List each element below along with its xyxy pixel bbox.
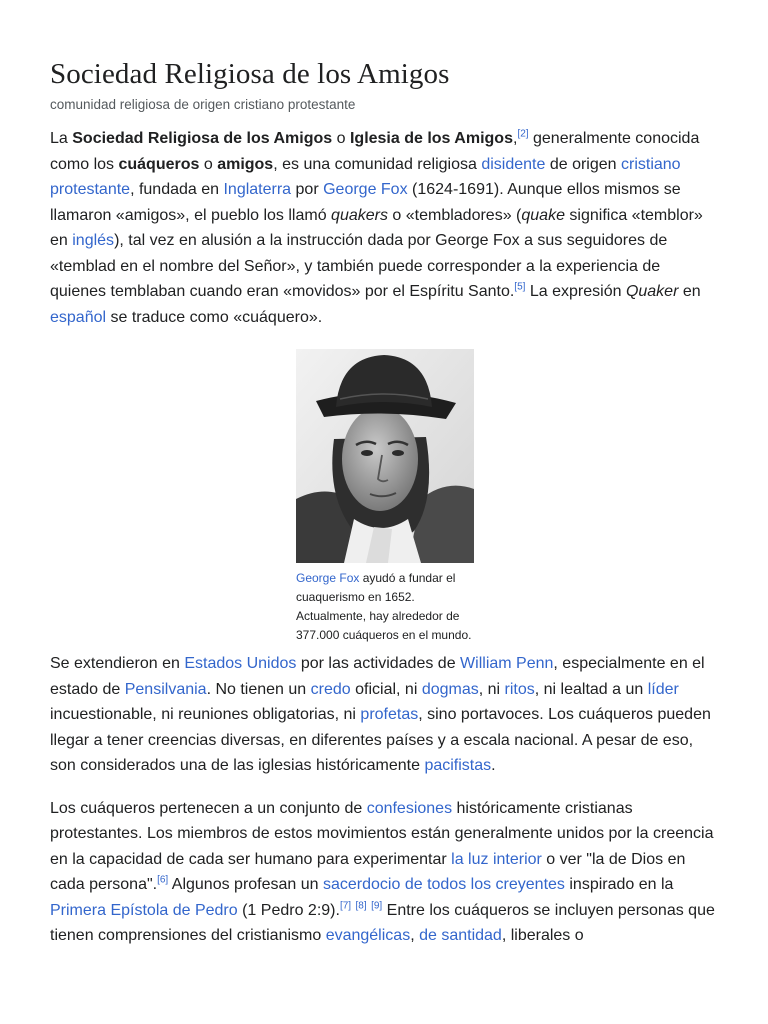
intro-paragraph — [50, 126, 720, 330]
caption-text: ayudó a fundar el cuaquerismo en 1652. Actualmente, hay alrededor de 377.000 cuáqueros en el mundo. — [296, 571, 472, 642]
text-run: , liberales o — [501, 927, 584, 944]
text-run: , — [410, 927, 420, 944]
italic-term: quake — [521, 206, 565, 224]
text-run: , ni — [478, 680, 505, 698]
article-content — [50, 0, 720, 949]
text-run: . No tienen un — [206, 680, 311, 698]
bold-term-cuaqueros: cuáqueros — [118, 155, 200, 173]
italic-term: Quaker — [625, 283, 679, 300]
figure-caption — [296, 569, 474, 645]
link-disidente[interactable]: disidente — [481, 155, 546, 173]
text-run: generalmente conocida como los — [50, 130, 700, 173]
link-george-fox[interactable]: George Fox — [323, 181, 408, 198]
figure-george-fox — [296, 349, 474, 645]
caption-link-george-fox[interactable]: George Fox — [296, 571, 360, 585]
page-subtitle: comunidad religiosa de origen cristiano protestante — [50, 97, 356, 112]
bold-term-amigos: amigos — [217, 155, 274, 173]
link-de-santidad[interactable]: de santidad — [419, 927, 502, 944]
text-run: por las actividades de — [296, 655, 461, 672]
confessions-paragraph — [50, 796, 720, 949]
link-sacerdocio[interactable]: sacerdocio de todos los creyentes — [323, 876, 565, 893]
george-fox-portrait-image[interactable] — [296, 349, 474, 563]
italic-term: quakers — [331, 206, 388, 224]
reference-link-6[interactable]: [6] — [157, 874, 169, 886]
text-run: inspirado en la — [564, 876, 674, 893]
text-run: La — [50, 130, 73, 147]
link-ingles[interactable]: inglés — [72, 232, 115, 249]
text-run: oficial, ni — [350, 680, 422, 698]
link-profetas[interactable]: profetas — [360, 706, 419, 723]
link-pensilvania[interactable]: Pensilvania — [124, 680, 207, 698]
text-run: La expresión — [525, 283, 626, 300]
reference-link-5[interactable]: [5] — [514, 281, 526, 293]
text-run: Entre los cuáqueros se incluyen personas que tienen comprensiones del cristianismo — [50, 901, 715, 944]
text-run: por — [291, 181, 324, 198]
link-inglaterra[interactable]: Inglaterra — [223, 181, 292, 198]
bold-term-church: Iglesia de los Amigos — [349, 130, 513, 147]
reference-link-2[interactable]: [2] — [517, 128, 529, 140]
text-run: Algunos profesan un — [168, 876, 323, 893]
text-run: históricamente cristianas protestantes. Los miembros de estos movimientos están generalmente unidos por la creencia en la capacidad de cada ser humano para experimentar — [50, 799, 714, 868]
text-run: , fundada en — [130, 181, 224, 198]
link-william-penn[interactable]: William Penn — [460, 655, 554, 672]
text-run: se traduce como «cuáquero». — [106, 308, 323, 326]
text-run: o ver "la de Dios en cada persona". — [50, 850, 686, 893]
text-run: ), tal vez en alusión a la instrucción dada por George Fox a sus seguidores de «temblad en el nombre del Señor», y también puede corresponder a la experiencia de quienes temblaban cuando eran «movidos» por el Espíritu Santo. — [50, 232, 668, 300]
link-espanol[interactable]: español — [50, 308, 107, 326]
text-run: o — [199, 155, 218, 173]
link-estados-unidos[interactable]: Estados Unidos — [184, 655, 297, 672]
reference-link-8[interactable]: [8] — [355, 900, 367, 912]
link-pacifistas[interactable]: pacifistas — [424, 757, 492, 774]
text-run: . — [491, 757, 496, 774]
reference-link-9[interactable]: [9] — [371, 900, 383, 912]
text-run: , — [512, 130, 518, 147]
link-confesiones[interactable]: confesiones — [366, 799, 453, 817]
link-dogmas[interactable]: dogmas — [421, 680, 479, 698]
text-run: (1 Pedro 2:9). — [237, 901, 340, 919]
text-run: en — [678, 283, 701, 300]
text-run: , especialmente en el estado de — [50, 655, 705, 698]
expansion-paragraph — [50, 651, 720, 779]
text-run: significa «temblor» en — [50, 206, 703, 249]
link-credo[interactable]: credo — [310, 680, 351, 698]
text-run: , sino portavoces. Los cuáqueros pueden llegar a tener creencias diversas, en diferentes países y a escala nacional. A pesar de eso, son considerados una de las iglesias históricamente — [50, 706, 711, 774]
link-cristiano-protestante[interactable]: cristiano protestante — [50, 155, 681, 198]
text-run: (1624-1691). Aunque ellos mismos se llamaron «amigos», el pueblo los llamó — [50, 181, 681, 224]
text-run: incuestionable, ni reuniones obligatorias, ni — [50, 706, 361, 723]
link-lider[interactable]: líder — [647, 680, 679, 698]
text-run: Los cuáqueros pertenecen a un conjunto de — [50, 799, 367, 817]
link-evangelicas[interactable]: evangélicas — [325, 927, 411, 944]
link-primera-epistola-pedro[interactable]: Primera Epístola de Pedro — [50, 901, 238, 919]
link-ritos[interactable]: ritos — [504, 680, 535, 698]
text-run: o — [332, 130, 350, 147]
reference-link-7[interactable]: [7] — [339, 900, 352, 912]
text-run: , ni lealtad a un — [534, 680, 648, 698]
text-run: o «tembladores» ( — [387, 206, 522, 224]
bold-term-name: Sociedad Religiosa de los Amigos — [72, 130, 333, 147]
text-run: de origen — [545, 155, 621, 173]
link-la-luz-interior[interactable]: la luz interior — [451, 850, 542, 868]
text-run: Se extendieron en — [50, 655, 185, 672]
page-title: Sociedad Religiosa de los Amigos — [50, 58, 450, 90]
text-run: , es una comunidad religiosa — [273, 155, 482, 173]
